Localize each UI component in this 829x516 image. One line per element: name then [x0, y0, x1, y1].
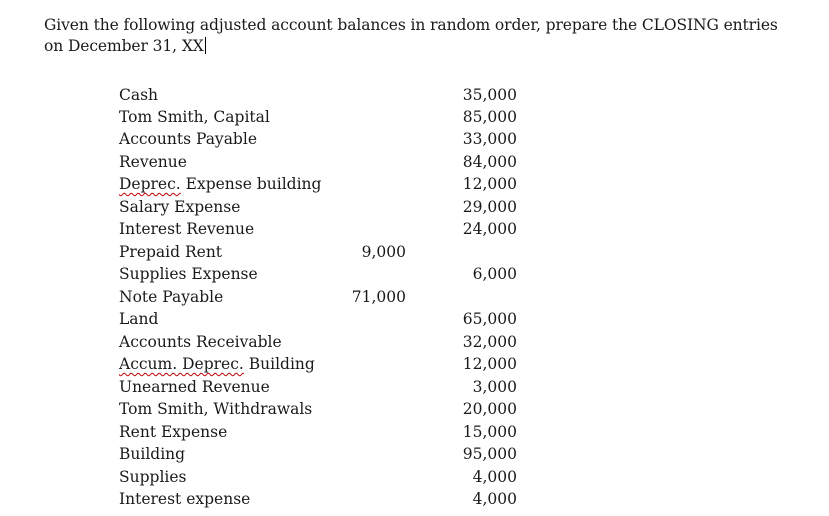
account-balance-right-column: 12,000 [462, 355, 517, 373]
account-row [0, 331, 829, 353]
account-balance-right-column: 24,000 [462, 220, 517, 238]
account-balance-right-column: 6,000 [472, 265, 517, 283]
account-name: Tom Smith, Capital [119, 108, 270, 126]
account-balance-right-column: 95,000 [462, 445, 517, 463]
account-row [0, 398, 829, 420]
account-name: Building [119, 445, 186, 463]
account-row [0, 106, 829, 128]
closing-date-year: XX [181, 37, 204, 55]
account-name: Tom Smith, Withdrawals [119, 400, 313, 418]
account-row [0, 263, 829, 285]
account-row [0, 421, 829, 443]
account-balance-left-column: 9,000 [361, 243, 406, 261]
account-row [0, 376, 829, 398]
spellcheck-flagged-text[interactable]: Accum. Deprec. [119, 355, 244, 373]
account-row [0, 196, 829, 218]
account-name: Unearned Revenue [119, 378, 270, 396]
account-row [0, 286, 829, 308]
account-balance-right-column: 20,000 [462, 400, 517, 418]
account-name: Prepaid Rent [119, 243, 223, 261]
instructions-line-2 [44, 36, 814, 57]
account-row [0, 128, 829, 150]
account-row [0, 241, 829, 263]
account-balance-right-column: 3,000 [472, 378, 517, 396]
account-name: Supplies [119, 468, 187, 486]
account-row [0, 353, 829, 375]
account-name-rest: Expense building [180, 175, 322, 193]
account-row [0, 488, 829, 510]
account-balance-right-column: 32,000 [462, 333, 517, 351]
account-name [119, 173, 321, 195]
instructions-line-2-prefix: on December 31, [44, 37, 182, 55]
account-balance-right-column: 15,000 [462, 423, 517, 441]
account-name: Interest expense [119, 490, 251, 508]
account-balance-right-column: 4,000 [472, 468, 517, 486]
account-name: Cash [119, 86, 159, 104]
account-name: Supplies Expense [119, 265, 258, 283]
account-balance-left-column: 71,000 [351, 288, 406, 306]
account-row [0, 84, 829, 106]
account-name: Land [119, 310, 159, 328]
account-name: Revenue [119, 153, 187, 171]
instructions-line-1: Given the following adjusted account balances in random order, prepare the CLOSING entries [44, 16, 778, 34]
account-row [0, 466, 829, 488]
account-balance-right-column: 33,000 [462, 130, 517, 148]
account-row [0, 218, 829, 240]
account-row [0, 173, 829, 195]
account-balance-right-column: 85,000 [462, 108, 517, 126]
account-balance-right-column: 65,000 [462, 310, 517, 328]
account-name [119, 353, 315, 375]
account-row [0, 151, 829, 173]
account-name: Accounts Receivable [119, 333, 282, 351]
account-name: Note Payable [119, 288, 224, 306]
account-row [0, 308, 829, 330]
account-name: Interest Revenue [119, 220, 255, 238]
account-balance-right-column: 29,000 [462, 198, 517, 216]
account-name: Rent Expense [119, 423, 228, 441]
account-name-rest: Building [243, 355, 315, 373]
account-balance-right-column: 35,000 [462, 86, 517, 104]
instructions-paragraph[interactable] [44, 15, 814, 57]
account-row [0, 443, 829, 465]
text-cursor [205, 37, 206, 54]
spellcheck-flagged-text[interactable]: Deprec. [119, 175, 181, 193]
account-balance-right-column: 4,000 [472, 490, 517, 508]
account-balance-right-column: 84,000 [462, 153, 517, 171]
account-balance-right-column: 12,000 [462, 175, 517, 193]
account-name: Salary Expense [119, 198, 241, 216]
account-name: Accounts Payable [119, 130, 257, 148]
